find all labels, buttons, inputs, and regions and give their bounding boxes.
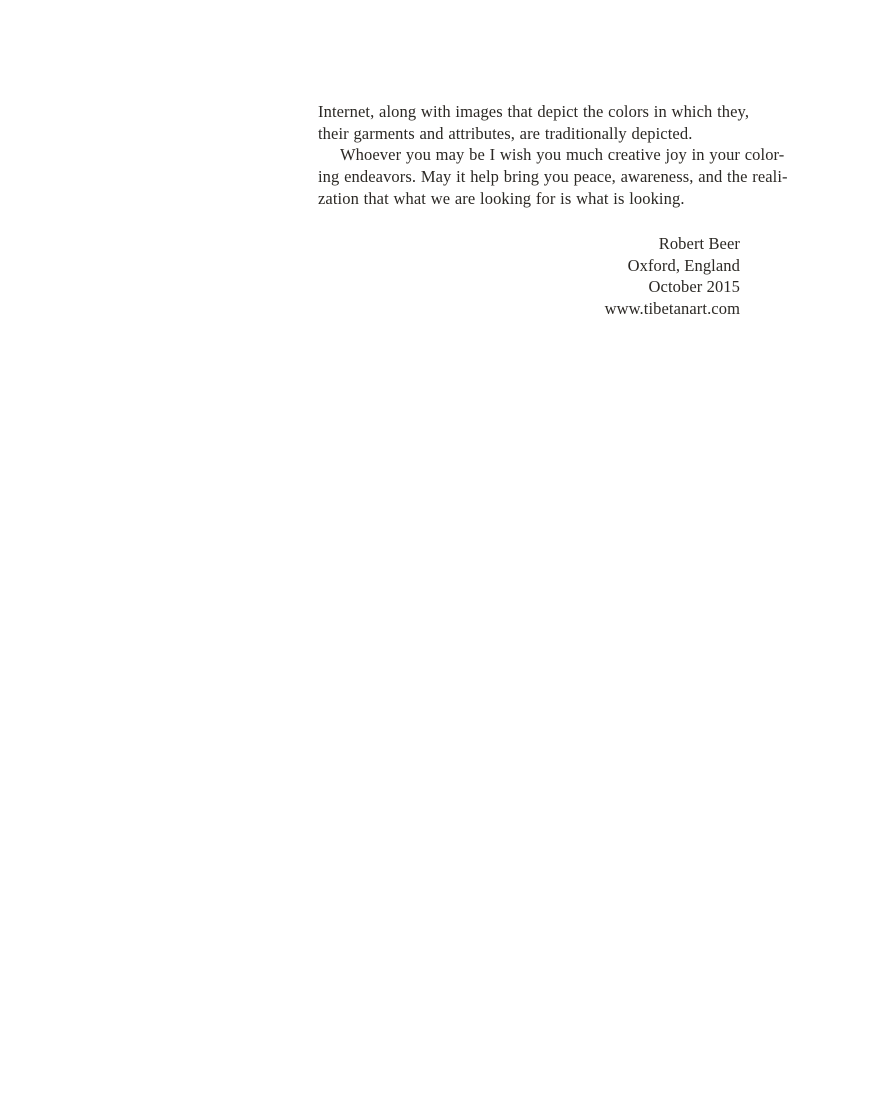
author-name: Robert Beer — [658, 234, 740, 253]
author-location: Oxford, England — [627, 255, 740, 275]
paragraph-line: ing endeavors. May it help bring you peace, awareness, and the reali- — [318, 167, 788, 187]
paragraph-line: their garments and attributes, are traditionally depicted. — [318, 123, 693, 143]
paragraph-line: zation that what we are looking for is what is looking. — [318, 188, 685, 208]
signature-date: October 2015 — [648, 277, 740, 296]
signature-block — [605, 233, 740, 319]
preface-paragraph — [318, 101, 788, 210]
author-website: www.tibetanart.com — [604, 298, 740, 318]
paragraph-line: Internet, along with images that depict the colors in which they, — [318, 102, 750, 121]
paragraph-line: Whoever you may be I wish you much creative joy in your color- — [340, 145, 785, 165]
